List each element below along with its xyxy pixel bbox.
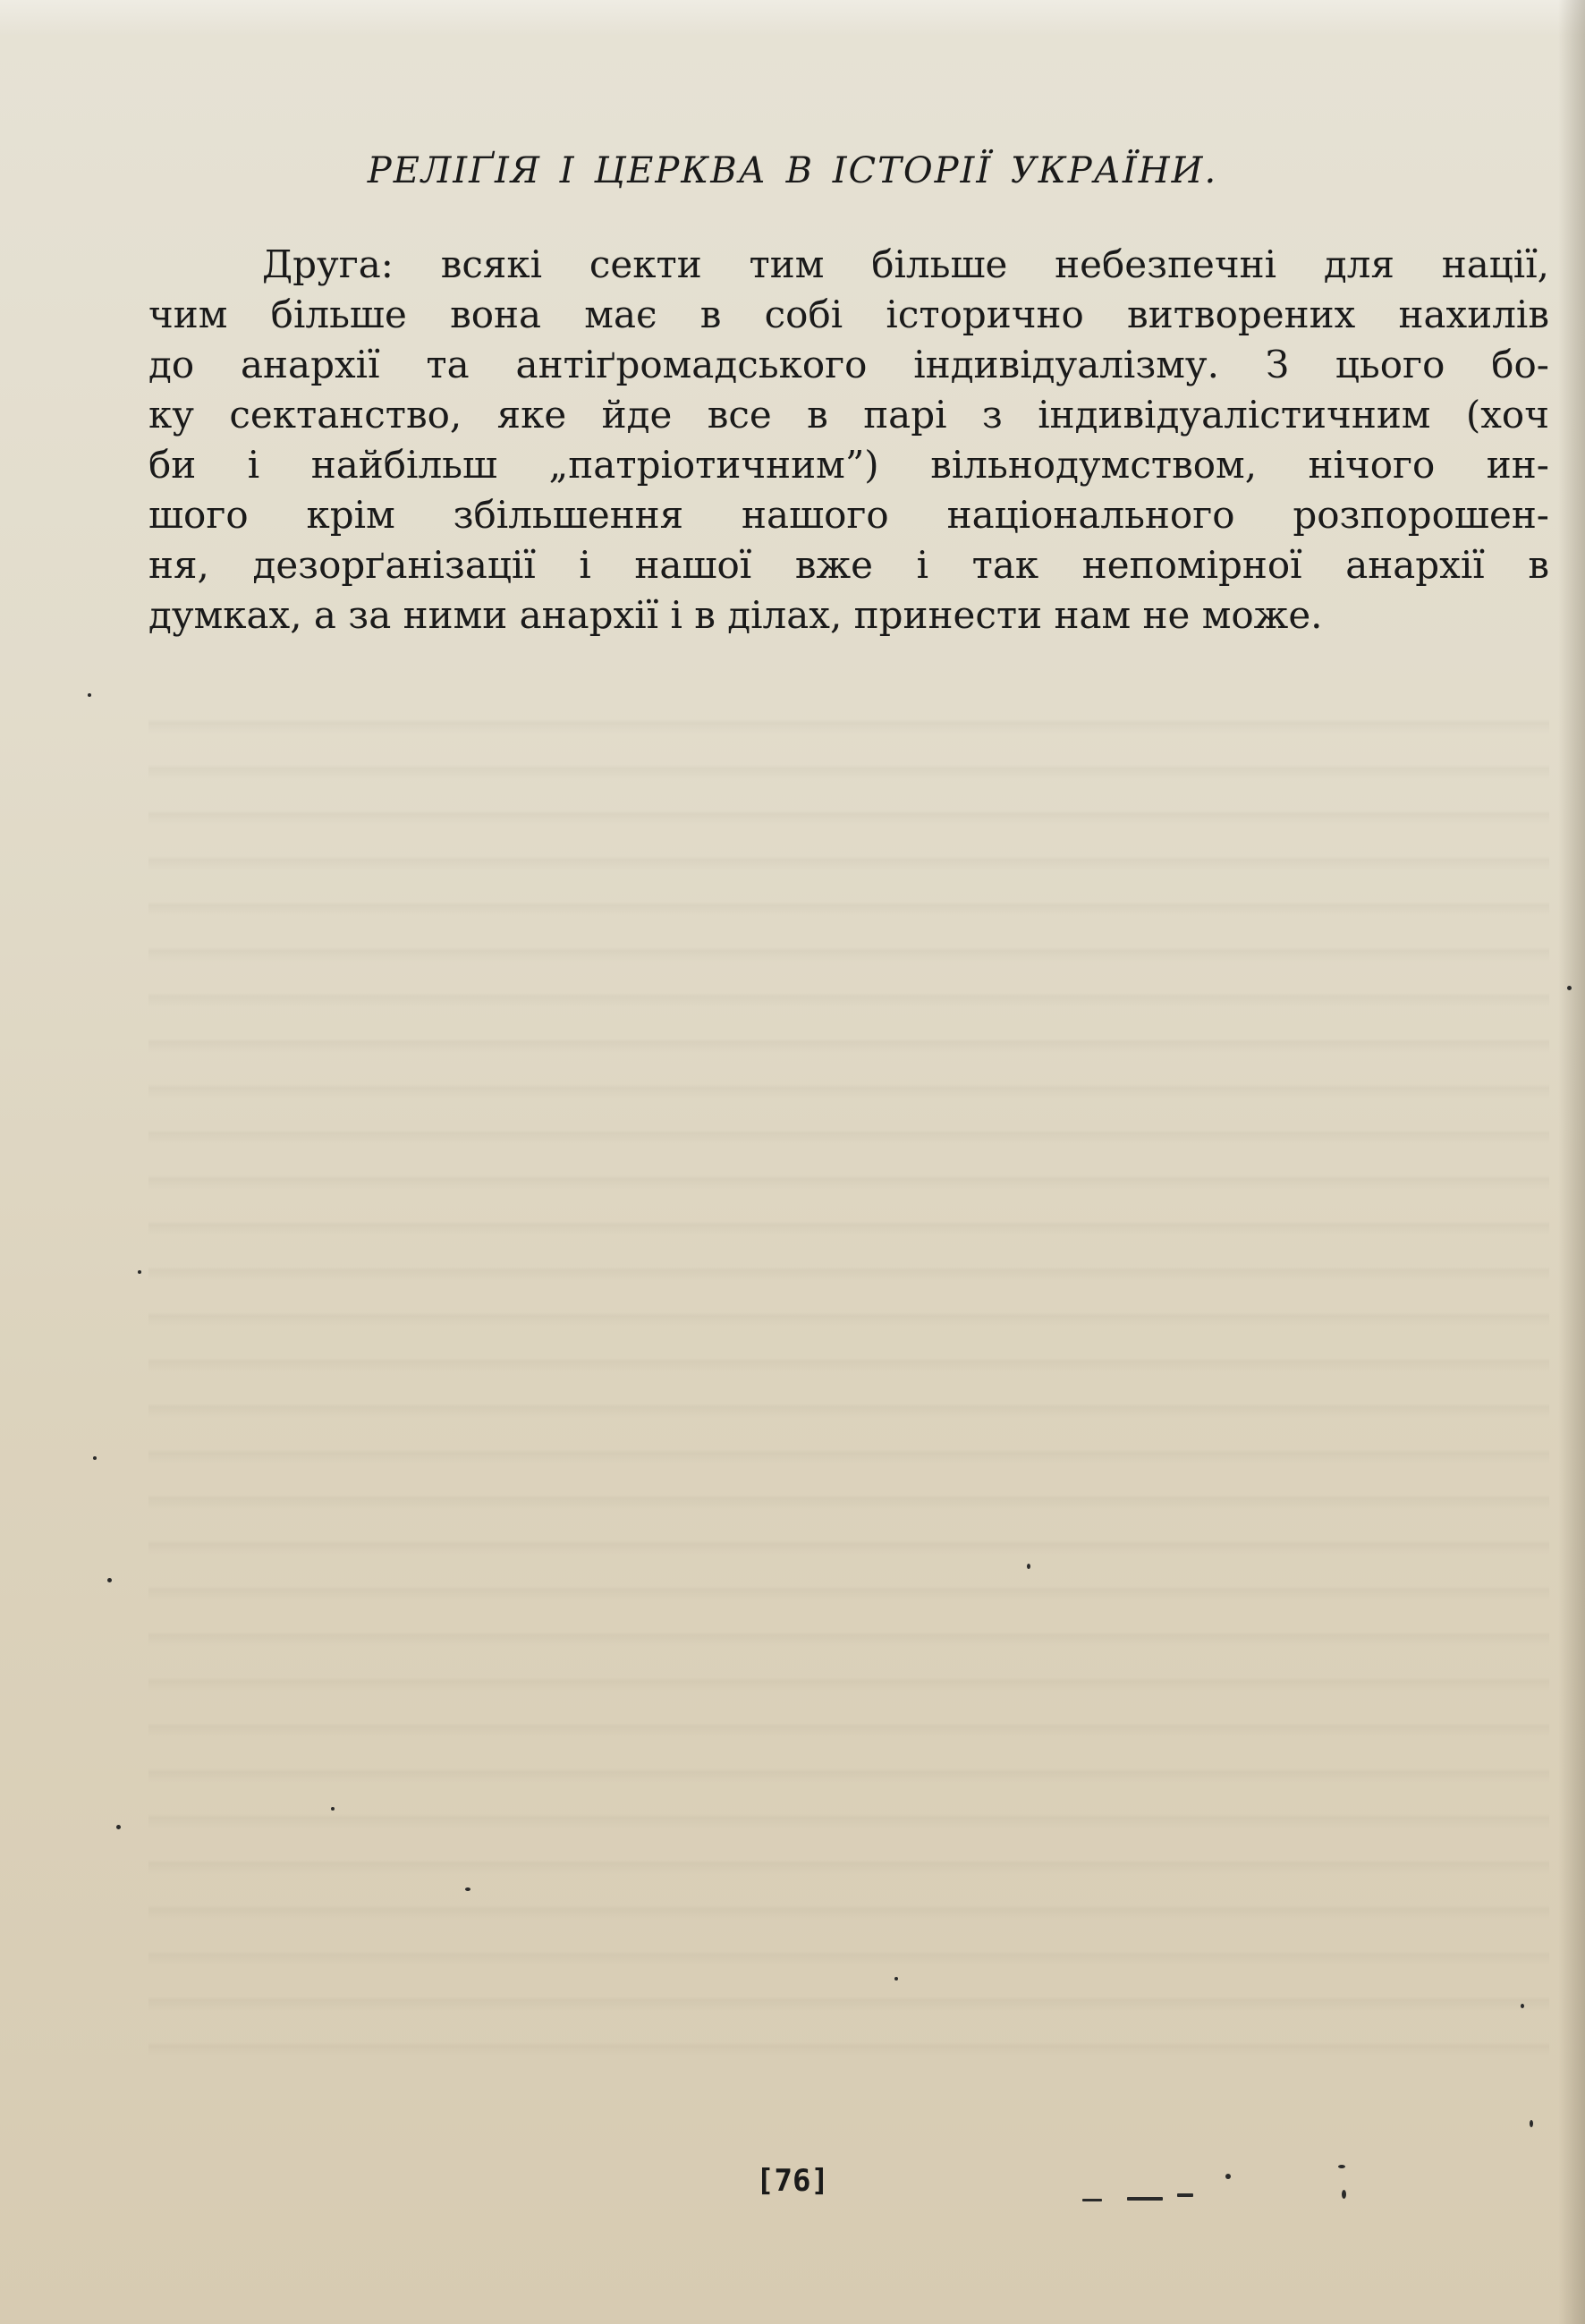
paper-speck [894,1977,898,1980]
paragraph-line: Друга: всякі секти тим більше небезпечні для нації, [262,242,1549,286]
paper-speck [116,1825,121,1829]
paper-speck [1027,1564,1030,1569]
paragraph-line: би і найбільш „патріотичним”) вільнодумством, нічого ин- [148,443,1549,487]
paragraph-line: ку сектанство, яке йде все в парі з індивідуалістичним (хоч [148,393,1549,437]
paragraph-line: шого крім збільшення нашого національного розпорошен- [148,493,1549,537]
paragraph-line: чим більше вона має в собі історично витворених нахилів [148,293,1549,336]
paper-speck [1530,2120,1533,2127]
paper-speck [88,693,91,697]
paper-speck [107,1578,112,1582]
paper-speck [1082,2199,1102,2201]
paper-speck [1567,986,1572,990]
paper-speck [1521,2004,1524,2008]
page-gutter-shadow [1558,0,1585,2324]
page-number: [76] [756,2163,829,2199]
paragraph-line: думках, а за ними анархії і в ділах, принести нам не може. [148,593,1323,637]
show-through-texture [148,698,1549,2084]
paper-speck [138,1270,141,1274]
paper-speck [331,1807,335,1811]
paragraph [148,240,1549,640]
page-top-highlight [0,0,1585,36]
paragraph-line: до анархії та антіґромадського індивідуалізму. З цього бо- [148,343,1549,386]
paragraph-line: ня, дезорґанізації і нашої вже і так непомірної анархії в [148,543,1549,587]
paper-speck [465,1887,470,1891]
paper-speck [93,1456,97,1460]
running-title: РЕЛІҐІЯ І ЦЕРКВА В ІСТОРІЇ УКРАЇНИ. [367,150,1218,191]
